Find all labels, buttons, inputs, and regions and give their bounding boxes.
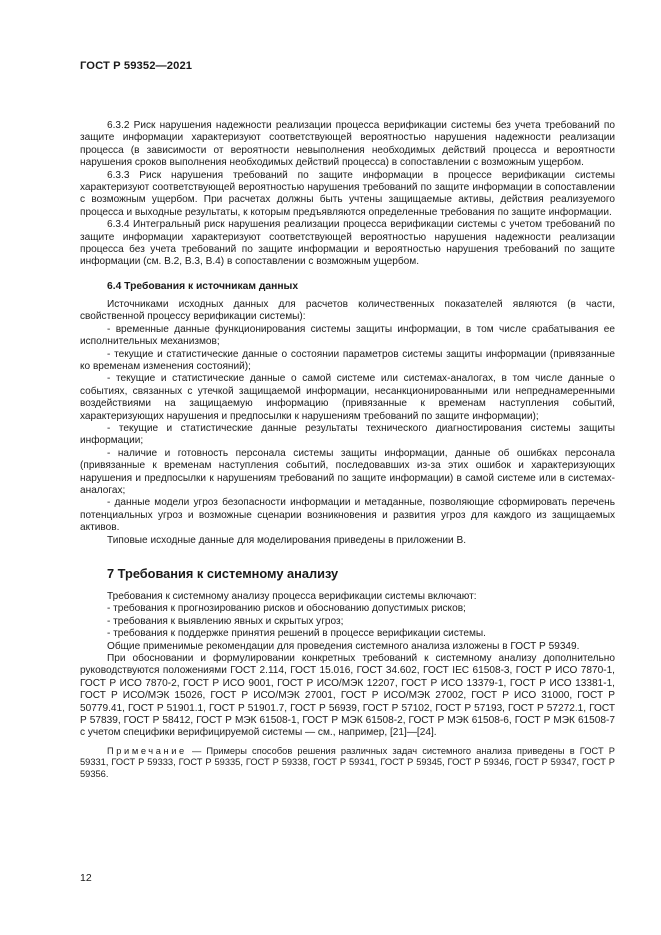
list-item: - текущие и статистические данные о состоянии параметров системы защиты информации (привязанные ко временам изменения состояний); — [80, 348, 615, 372]
note-label: Примечание — [107, 745, 187, 756]
section-6-4-closing: Типовые исходные данные для моделирования приведены в приложении В. — [107, 534, 467, 546]
section-6-4-intro: Источниками исходных данных для расчетов количественных показателей являются (в части, свойственной процессу верификации системы): — [80, 298, 615, 323]
page-body — [80, 120, 615, 781]
section-7-justification: При обосновании и формулировании конкретных требований к системному анализу дополнительно руководствуются положениями ГОСТ 2.114, ГОСТ 15.016, ГОСТ 34.602, ГОСТ IEC 61508-3, ГОСТ Р ИСО 7870-1, ГОСТ Р ИСО 7870-2, ГОСТ Р ИСО 9001, ГОСТ Р ИСО/МЭК 12207, ГОСТ Р ИСО 13379-1, ГОСТ Р ИСО 13381-1, ГОСТ Р ИСО/МЭК 15026, ГОСТ Р ИСО/МЭК 27001, ГОСТ Р ИСО/МЭК 27002, ГОСТ Р ИСО 31000, ГОСТ Р 50779.41, ГОСТ Р 51901.1, ГОСТ Р 51901.7, ГОСТ Р 56939, ГОСТ Р 57102, ГОСТ Р 57193, ГОСТ Р 57272.1, ГОСТ Р 57839, ГОСТ Р 58412, ГОСТ Р МЭК 61508-1, ГОСТ Р МЭК 61508-2, ГОСТ Р МЭК 61508-6, ГОСТ Р МЭК 61508-7 с учетом специфики верифицируемой системы — см., например, [21]—[24]. — [80, 653, 615, 739]
list-item: - наличие и готовность персонала системы защиты информации, данные об ошибках персонала (привязанные к временам наступления событий, последовавших из-за этих ошибок и характеризующих нарушения и предпосылки к нарушениям требований по защите информации) в самой системе или в системах-аналогах; — [80, 447, 615, 496]
note-text: — Примеры способов решения различных задач системного анализа приведены в ГОСТ Р 59331, ГОСТ Р 59333, ГОСТ Р 59335, ГОСТ Р 59338, ГОСТ Р 59341, ГОСТ Р 59345, ГОСТ Р 59346, ГОСТ Р 59347, ГОСТ Р 59356. — [80, 745, 615, 780]
list-item: - данные модели угроз безопасности информации и метаданные, позволяющие сформировать перечень потенциальных угроз и возможные сценарии возникновения и развития угроз для каждого из защищаемых активов. — [80, 497, 615, 534]
section-7-general: Общие применимые рекомендации для проведения системного анализа изложены в ГОСТ Р 59349. — [107, 640, 580, 652]
section-6-4-heading: 6.4 Требования к источникам данных — [107, 280, 299, 292]
paragraph-6-3-3: 6.3.3 Риск нарушения требований по защите информации в процессе верификации системы характеризуют соответствующей вероятностью нарушения требований по защите информации в сопоставлении с возможным ущербом. При расчетах должны быть учтены защищаемые активы, действия реализуемого процесса и выходные результаты, к которым предъявляются определенные требования по защите информации. — [80, 169, 615, 218]
note-block — [80, 746, 615, 781]
paragraph-6-3-2: 6.3.2 Риск нарушения надежности реализации процесса верификации системы без учета требований по защите информации характеризуют соответствующей вероятностью нарушения надежности реализации процесса (в зависимости от вероятности невыполнения необходимых действий процесса и вероятности нарушения сроков выполнения необходимых действий процесса) в сопоставлении с возможным ущербом. — [80, 120, 615, 169]
list-item: - текущие и статистические данные результаты технического диагностирования системы защиты информации; — [80, 422, 615, 447]
list-item: - временные данные функционирования системы защиты информации, в том числе срабатывания ее исполнительных механизмов; — [80, 323, 615, 348]
list-item: - требования к прогнозированию рисков и обоснованию допустимых рисков; — [107, 603, 466, 615]
document-header: ГОСТ Р 59352—2021 — [80, 60, 193, 72]
list-item: - требования к поддержке принятия решений в процессе верификации системы. — [107, 628, 486, 640]
list-item: - текущие и статистические данные о самой системе или системах-аналогах, в том числе данные о событиях, связанных с утечкой защищаемой информации, несанкционированными или непреднамеренными воздействиями на защищаемую информацию (привязанные к временам наступления событий, характеризующих нарушения и предпосылки к нарушениям требований по защите информации); — [80, 373, 615, 422]
paragraph-6-3-4: 6.3.4 Интегральный риск нарушения реализации процесса верификации системы с учетом требований по защите информации характеризуют соответствующей вероятностью нарушения надежности реализации процесса без учета требований по защите информации и вероятностью нарушения требований по защите информации (см. В.2, В.3, В.4) в сопоставлении с возможным ущербом. — [80, 219, 615, 268]
list-item: - требования к выявлению явных и скрытых угроз; — [107, 615, 344, 627]
page-number: 12 — [80, 872, 92, 884]
section-7-intro: Требования к системному анализу процесса верификации системы включают: — [107, 591, 477, 602]
section-7-heading: 7 Требования к системному анализу — [107, 566, 339, 581]
